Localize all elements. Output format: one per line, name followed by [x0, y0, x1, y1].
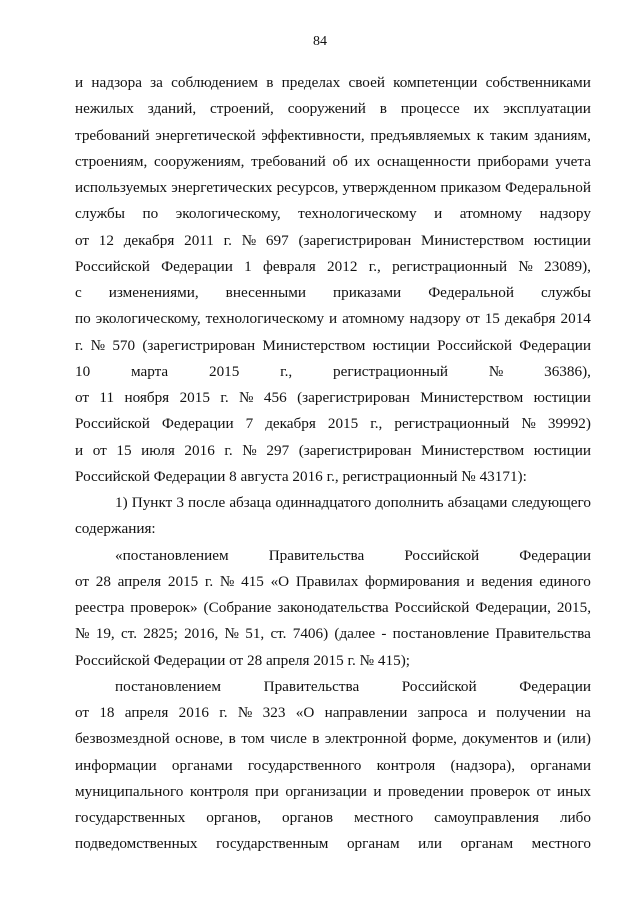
word: следующего — [511, 494, 591, 511]
word: 23089), — [544, 257, 591, 275]
word: № — [241, 231, 257, 249]
word: проверок» — [130, 599, 198, 616]
word: 2016 — [178, 704, 210, 721]
word: «О — [270, 572, 290, 590]
word: одиннадцатого — [275, 494, 372, 511]
word: таким — [489, 126, 529, 144]
word: 1 — [244, 257, 252, 275]
word: Правительства — [268, 546, 365, 564]
word: № — [219, 572, 235, 590]
word: от — [75, 704, 90, 721]
word: по — [75, 310, 91, 328]
word: зданиям, — [534, 126, 591, 144]
word: ст. — [270, 625, 287, 643]
word: 570 — [112, 336, 136, 354]
word: 2015 — [208, 362, 240, 380]
word: № — [518, 257, 533, 275]
word: регистрационный — [392, 257, 508, 275]
text-line — [75, 726, 591, 752]
word: абзацами — [447, 494, 508, 511]
word: подведомственных — [75, 835, 198, 853]
word: от — [75, 572, 90, 590]
word: 456 — [263, 389, 287, 406]
text-line — [75, 201, 591, 227]
word: местного — [531, 835, 591, 853]
word: Федерации — [161, 415, 234, 433]
word: эффективности, — [261, 126, 365, 144]
text-line — [75, 70, 591, 96]
word: безвозмездной — [75, 730, 170, 748]
word: энергетических — [171, 179, 273, 196]
word: к — [476, 126, 484, 144]
word: (далее — [334, 625, 376, 643]
word: с — [75, 284, 82, 301]
word: органов, — [206, 809, 262, 826]
text-line — [75, 674, 591, 700]
word: № — [90, 336, 106, 354]
word: Федеральной — [428, 284, 515, 301]
word: форме, — [412, 730, 457, 748]
word: иных — [556, 782, 591, 800]
word: зданий, — [147, 100, 197, 118]
word: Министерством — [421, 441, 525, 459]
word: февраля — [262, 257, 316, 275]
word: надзору — [409, 310, 461, 328]
page-number: 84 — [313, 34, 327, 49]
text-line — [75, 753, 591, 779]
word: ноября — [124, 389, 170, 406]
word: приказом — [440, 179, 501, 196]
word: ведения — [481, 572, 533, 590]
word: об — [332, 152, 348, 170]
word: постановление — [392, 625, 490, 643]
word: апреля — [124, 704, 169, 721]
text-line — [75, 621, 591, 647]
word: сооружениям, — [154, 152, 245, 170]
word: № — [242, 441, 257, 459]
text-line — [75, 700, 591, 726]
word: юстиции — [372, 336, 430, 354]
word: дополнить — [375, 494, 444, 511]
word: сооружений — [287, 100, 366, 118]
word: 28 — [95, 572, 111, 590]
word: Министерством — [262, 336, 366, 354]
word: (зарегистрирован — [142, 336, 256, 354]
word: 36386), — [544, 362, 591, 380]
text-line — [75, 595, 591, 621]
word: Российской — [75, 415, 150, 433]
text-line — [75, 333, 591, 359]
word: г. — [75, 336, 84, 354]
word: ст. — [120, 625, 137, 643]
word: атомному — [459, 205, 523, 223]
word: Российской — [75, 257, 150, 275]
text-line: Российской Федерации 8 августа 2016 г., регистрационный № 43171): — [75, 467, 527, 485]
word: пределах — [281, 74, 341, 91]
word: г. — [220, 389, 229, 406]
word: изменениями, — [108, 284, 199, 301]
word: г. — [204, 572, 214, 590]
word: и — [434, 205, 443, 223]
word: от — [536, 782, 551, 800]
text-line — [75, 306, 591, 332]
word: июля — [141, 441, 175, 459]
text-line — [75, 175, 591, 201]
word: юстиции — [533, 389, 591, 406]
word: органами — [530, 756, 591, 774]
word: Федеральной — [505, 179, 591, 196]
word: местного — [353, 809, 414, 826]
text-line: Российской Федерации от 28 апреля 2015 г. № 415); — [75, 651, 410, 669]
word: (или) — [556, 730, 591, 748]
word: основе, — [175, 730, 224, 748]
word: за — [150, 74, 163, 91]
word: и — [373, 782, 382, 800]
word: в — [228, 730, 236, 748]
word: от — [75, 389, 90, 406]
word: экологическому, — [95, 310, 201, 328]
word: 2825; — [143, 625, 178, 643]
word: 2016, — [184, 625, 219, 643]
word: «постановлением — [115, 546, 229, 564]
word: их — [354, 152, 371, 170]
text-line — [75, 385, 591, 411]
word: регистрационный — [394, 415, 510, 433]
word: и — [75, 441, 84, 459]
word: своей — [348, 74, 385, 91]
word: от — [465, 310, 480, 328]
word: 7406) — [292, 625, 329, 643]
word: Правилах — [295, 572, 359, 590]
word: г., — [370, 415, 383, 433]
word: приказами — [332, 284, 402, 301]
word: утвержденном — [342, 179, 437, 196]
word: атомному — [342, 310, 405, 328]
word: 39992) — [547, 415, 591, 433]
word: 1) — [115, 494, 128, 511]
word: строениям, — [75, 152, 148, 170]
word: предъявляемых — [370, 126, 471, 144]
word: 2015 — [179, 389, 210, 406]
word: от — [75, 231, 90, 249]
word: г. — [223, 231, 232, 249]
word: эксплуатации — [503, 100, 591, 118]
word: юстиции — [533, 231, 591, 249]
word: - — [381, 625, 387, 643]
word: и — [466, 572, 475, 590]
text-line: содержания: — [75, 520, 156, 538]
word: и — [477, 704, 486, 721]
word: 697 — [265, 231, 289, 249]
word: декабря — [123, 231, 175, 249]
word: Федерации — [519, 677, 591, 695]
word: № — [239, 389, 254, 406]
word: службы — [541, 284, 591, 301]
word: 2014 — [560, 310, 591, 328]
word: Российской — [404, 546, 480, 564]
word: 19, — [95, 625, 115, 643]
word: 12 — [98, 231, 114, 249]
text-line — [75, 438, 591, 464]
word: надзору — [539, 205, 591, 223]
word: (зарегистрирован — [297, 389, 410, 406]
word: № — [488, 362, 504, 380]
word: их — [473, 100, 490, 118]
document-body — [75, 70, 591, 858]
word: г., — [280, 362, 293, 380]
word: контроля — [189, 782, 249, 800]
word: (зарегистрирован — [298, 441, 412, 459]
word: информации — [75, 756, 157, 774]
text-line — [75, 569, 591, 595]
word: 2016 — [184, 441, 215, 459]
text-line — [75, 96, 591, 122]
word: 11 — [99, 389, 115, 406]
word: внесенными — [225, 284, 306, 301]
word: запроса — [417, 704, 468, 721]
word: контроля — [376, 756, 436, 774]
word: постановлением — [115, 677, 222, 695]
word: 7 — [245, 415, 254, 433]
word: 15 — [116, 441, 132, 459]
word: ресурсов, — [276, 179, 339, 196]
word: экологическому, — [175, 205, 281, 223]
word: организации — [285, 782, 367, 800]
word: Пункт — [131, 494, 173, 511]
word: направлении — [324, 704, 408, 721]
word: документов — [462, 730, 538, 748]
word: 18 — [99, 704, 115, 721]
text-line — [75, 228, 591, 254]
word: либо — [559, 809, 591, 826]
word: «О — [295, 704, 315, 721]
word: оснащенности — [376, 152, 471, 170]
word: в — [266, 74, 274, 91]
word: на — [576, 704, 591, 721]
word: Российской — [401, 677, 477, 695]
word: № — [521, 415, 536, 433]
word: соблюдением — [171, 74, 259, 91]
word: декабря — [265, 415, 316, 433]
word: государственных — [75, 809, 186, 826]
word: самоуправления — [434, 809, 540, 826]
word: электронной — [324, 730, 407, 748]
text-line — [75, 779, 591, 805]
word: компетенции — [393, 74, 478, 91]
text-line — [75, 490, 591, 516]
word: Министерством — [420, 389, 524, 406]
word: Федерации — [519, 546, 591, 564]
word: апреля — [117, 572, 162, 590]
text-line — [75, 280, 591, 306]
word: по — [142, 205, 159, 223]
word: и — [543, 730, 552, 748]
word: 2011 — [184, 231, 214, 249]
word: юстиции — [533, 441, 591, 459]
word: г. — [224, 441, 233, 459]
word: после — [188, 494, 226, 511]
word: 323 — [262, 704, 286, 721]
word: декабря — [504, 310, 556, 328]
text-line — [75, 359, 591, 385]
word: 15 — [484, 310, 500, 328]
word: Правительства — [495, 625, 591, 643]
word: 415 — [241, 572, 264, 590]
word: № — [224, 625, 239, 643]
word: г., — [368, 257, 381, 275]
word: нежилых — [75, 100, 134, 118]
word: законодательства — [277, 599, 389, 616]
text-line — [75, 149, 591, 175]
word: 2015 — [327, 415, 359, 433]
word: приборами — [477, 152, 549, 170]
word: в — [312, 730, 320, 748]
text-line — [75, 411, 591, 437]
word: 2015, — [556, 599, 591, 616]
word: 51, — [245, 625, 265, 643]
word: том — [241, 730, 265, 748]
word: и — [75, 74, 84, 91]
word: единого — [539, 572, 591, 590]
word: учета — [555, 152, 591, 170]
word: реестра — [75, 599, 125, 616]
word: (надзора), — [450, 756, 516, 774]
word: процессе — [400, 100, 460, 118]
word: надзора — [91, 74, 142, 91]
word: получении — [496, 704, 566, 721]
word: числе — [270, 730, 307, 748]
word: Российской — [394, 599, 470, 616]
word: собственниками — [485, 74, 591, 91]
word: 2012 — [327, 257, 358, 275]
word: 2015 — [167, 572, 199, 590]
word: 3 — [176, 494, 184, 511]
word: Федерации — [519, 336, 591, 354]
word: (Собрание — [203, 599, 272, 616]
word: Федерации, — [475, 599, 551, 616]
word: государственного — [247, 756, 362, 774]
text-line — [75, 805, 591, 831]
word: или — [418, 835, 442, 853]
word: технологическому — [205, 310, 325, 328]
text-line — [75, 543, 591, 569]
text-line — [75, 254, 591, 280]
word: № — [75, 625, 90, 643]
word: 10 — [75, 362, 91, 380]
word: требований — [251, 152, 326, 170]
word: строений, — [210, 100, 274, 118]
word: г. — [219, 704, 228, 721]
word: (зарегистрирован — [298, 231, 412, 249]
word: формирования — [365, 572, 460, 590]
word: и — [329, 310, 338, 328]
word: регистрационный — [333, 362, 449, 380]
word: органами — [171, 756, 233, 774]
word: службы — [75, 205, 125, 223]
word: Российской — [437, 336, 512, 354]
word: органам — [460, 835, 514, 853]
word: энергетической — [155, 126, 256, 144]
word: органов — [282, 809, 334, 826]
word: технологическому — [298, 205, 417, 223]
word: от — [92, 441, 107, 459]
word: Министерством — [420, 231, 524, 249]
text-line — [75, 123, 591, 149]
word: проверок — [470, 782, 530, 800]
word: абзаца — [229, 494, 272, 511]
word: проведении — [387, 782, 464, 800]
word: используемых — [75, 179, 168, 196]
word: при — [255, 782, 279, 800]
word: требований — [75, 126, 150, 144]
word: государственным — [216, 835, 329, 853]
word: в — [379, 100, 387, 118]
word: марта — [130, 362, 169, 380]
word: Федерации — [161, 257, 233, 275]
word: 297 — [266, 441, 290, 459]
text-line — [75, 831, 591, 857]
word: Правительства — [263, 677, 360, 695]
word: муниципального — [75, 782, 184, 800]
word: № — [237, 704, 253, 721]
word: органам — [346, 835, 400, 853]
